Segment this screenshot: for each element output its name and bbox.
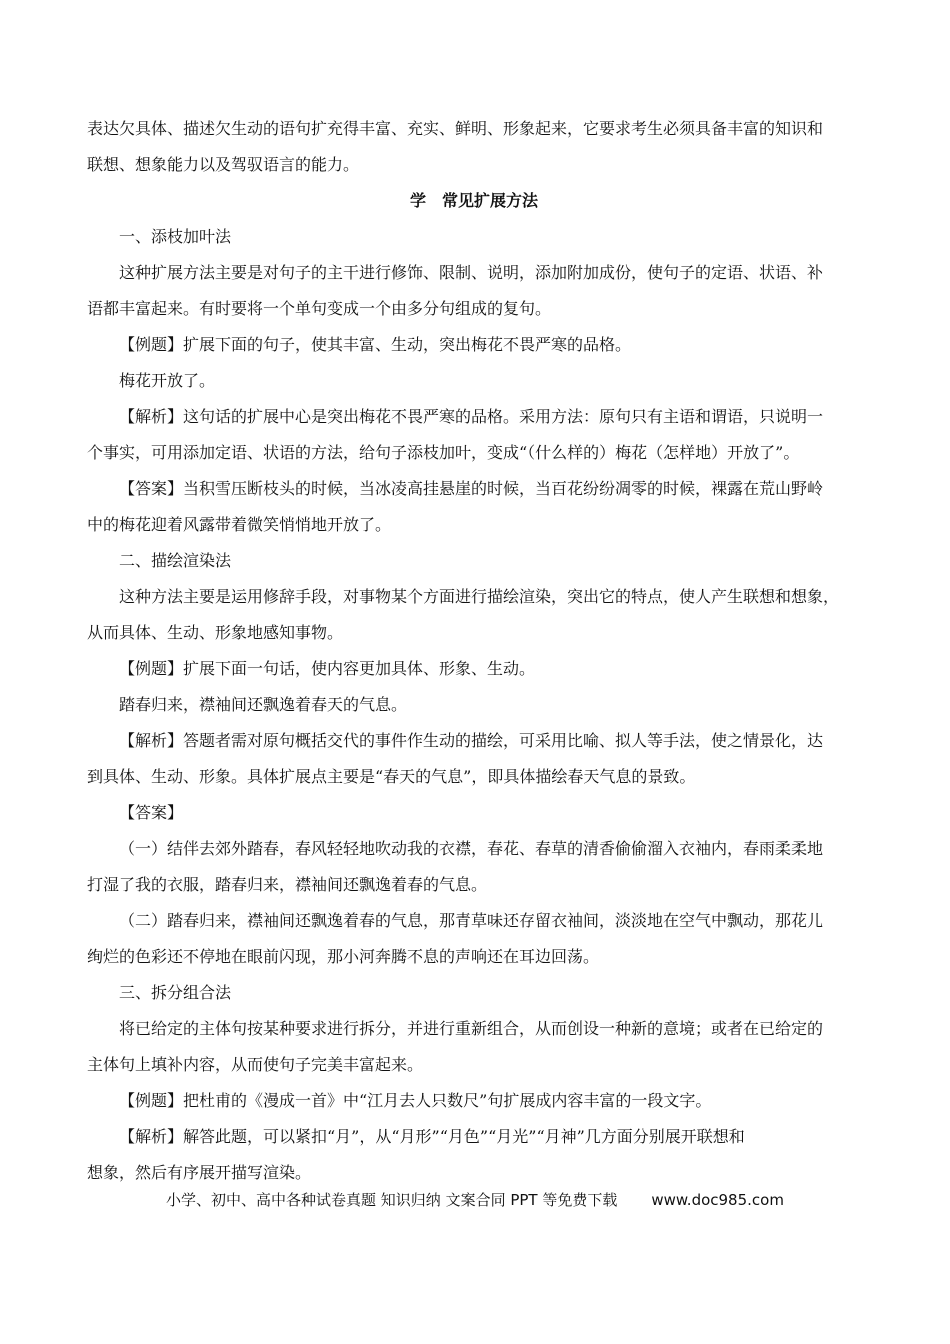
paragraph-line: 主体句上填补内容，从而使句子完美丰富起来。 bbox=[87, 1055, 424, 1074]
example-line: 【例题】扩展下面的句子，使其丰富、生动，突出梅花不畏严寒的品格。 bbox=[119, 335, 632, 354]
page-footer bbox=[0, 1190, 950, 1210]
answer-label: 【答案】 bbox=[119, 803, 184, 822]
analysis-line: 【解析】这句话的扩展中心是突出梅花不畏严寒的品格。采用方法：原句只有主语和谓语，只说明一 bbox=[119, 407, 824, 426]
footer-url-link[interactable]: www.doc985.com bbox=[651, 1191, 784, 1209]
subsection-heading: 二、描绘渲染法 bbox=[119, 551, 232, 570]
example-line: 【例题】把杜甫的《漫成一首》中“江月去人只数尺”句扩展成内容丰富的一段文字。 bbox=[119, 1091, 712, 1110]
paragraph-line: 联想、想象能力以及驾驭语言的能力。 bbox=[87, 155, 360, 174]
analysis-line: 【解析】答题者需对原句概括交代的事件作生动的描绘，可采用比喻、拟人等手法，使之情景化，达 bbox=[119, 731, 824, 750]
analysis-line: 想象，然后有序展开描写渲染。 bbox=[87, 1163, 312, 1182]
paragraph-line: 语都丰富起来。有时要将一个单句变成一个由多分句组成的复句。 bbox=[87, 299, 552, 318]
paragraph-line: 这种扩展方法主要是对句子的主干进行修饰、限制、说明，添加附加成份，使句子的定语、状语、补 bbox=[119, 263, 824, 282]
answer-line: （二）踏春归来，襟袖间还飘逸着春的气息，那青草味还存留衣袖间，淡淡地在空气中飘动，那花儿 bbox=[119, 911, 824, 930]
paragraph-line: 表达欠具体、描述欠生动的语句扩充得丰富、充实、鲜明、形象起来，它要求考生必须具备丰富的知识和 bbox=[87, 119, 824, 138]
analysis-line: 个事实，可用添加定语、状语的方法，给句子添枝加叶，变成“（什么样的）梅花（怎样地）开放了”。 bbox=[87, 443, 800, 462]
subsection-heading: 一、添枝加叶法 bbox=[119, 227, 232, 246]
paragraph-line: 将已给定的主体句按某种要求进行拆分，并进行重新组合，从而创设一种新的意境；或者在已给定的 bbox=[119, 1019, 824, 1038]
paragraph-line: 从而具体、生动、形象地感知事物。 bbox=[87, 623, 344, 642]
paragraph-line: 这种方法主要是运用修辞手段，对事物某个方面进行描绘渲染，突出它的特点，使人产生联想和想象， bbox=[119, 587, 840, 606]
answer-line: 【答案】当积雪压断枝头的时候，当冰凌高挂悬崖的时候，当百花纷纷凋零的时候，裸露在荒山野岭 bbox=[119, 479, 824, 498]
section-heading: 学 常见扩展方法 bbox=[410, 191, 539, 210]
example-sentence: 梅花开放了。 bbox=[119, 371, 216, 390]
answer-line: 中的梅花迎着风露带着微笑悄悄地开放了。 bbox=[87, 515, 392, 534]
analysis-line: 到具体、生动、形象。具体扩展点主要是“春天的气息”，即具体描绘春天气息的景致。 bbox=[87, 767, 696, 786]
subsection-heading: 三、拆分组合法 bbox=[119, 983, 232, 1002]
example-sentence: 踏春归来，襟袖间还飘逸着春天的气息。 bbox=[119, 695, 408, 714]
answer-line: （一）结伴去郊外踏春，春风轻轻地吹动我的衣襟，春花、春草的清香偷偷溜入衣袖内，春雨柔柔地 bbox=[119, 839, 824, 858]
example-line: 【例题】扩展下面一句话，使内容更加具体、形象、生动。 bbox=[119, 659, 536, 678]
analysis-line: 【解析】解答此题，可以紧扣“月”，从“月形”“月色”“月光”“月神”几方面分别展开联想和 bbox=[119, 1127, 745, 1146]
answer-line: 打湿了我的衣服，踏春归来，襟袖间还飘逸着春的气息。 bbox=[87, 875, 488, 894]
answer-line: 绚烂的色彩还不停地在眼前闪现，那小河奔腾不息的声响还在耳边回荡。 bbox=[87, 947, 600, 966]
footer-text: 小学、初中、高中各种试卷真题 知识归纳 文案合同 PPT 等免费下载 bbox=[166, 1191, 618, 1209]
